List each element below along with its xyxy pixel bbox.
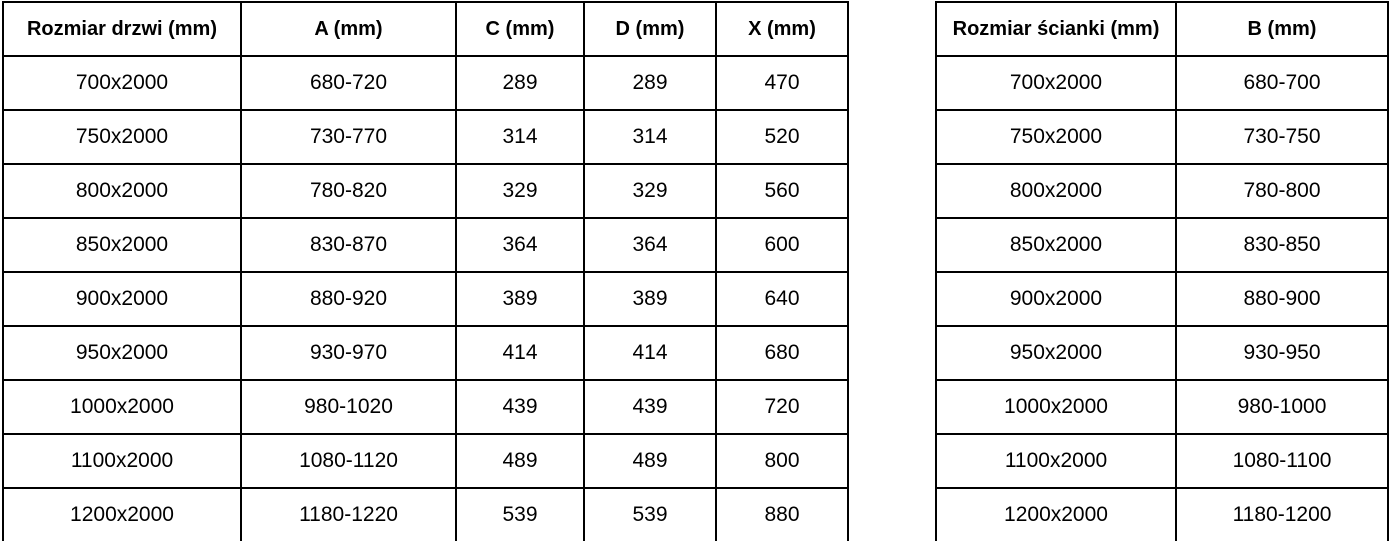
table-cell: 900x2000	[3, 272, 241, 326]
table-row	[3, 164, 848, 218]
table-row	[3, 110, 848, 164]
table-cell: 539	[456, 488, 584, 541]
table-cell: 329	[456, 164, 584, 218]
table-cell: 414	[584, 326, 716, 380]
table-row	[936, 272, 1388, 326]
table-row	[3, 272, 848, 326]
table-cell: 800	[716, 434, 848, 488]
table-cell: 1180-1200	[1176, 488, 1388, 541]
table-cell: 730-750	[1176, 110, 1388, 164]
column-header: X (mm)	[716, 2, 848, 56]
table-cell: 1000x2000	[936, 380, 1176, 434]
table-cell: 314	[584, 110, 716, 164]
table-cell: 880	[716, 488, 848, 541]
column-header: A (mm)	[241, 2, 456, 56]
table-cell: 289	[456, 56, 584, 110]
table-row	[936, 110, 1388, 164]
table-cell: 700x2000	[936, 56, 1176, 110]
table-cell: 1100x2000	[936, 434, 1176, 488]
table-cell: 539	[584, 488, 716, 541]
table-row	[3, 434, 848, 488]
column-header: D (mm)	[584, 2, 716, 56]
table-cell: 850x2000	[3, 218, 241, 272]
table-cell: 800x2000	[3, 164, 241, 218]
table-cell: 900x2000	[936, 272, 1176, 326]
table-cell: 830-870	[241, 218, 456, 272]
table-cell: 930-950	[1176, 326, 1388, 380]
table-cell: 700x2000	[3, 56, 241, 110]
table-cell: 1100x2000	[3, 434, 241, 488]
column-header: C (mm)	[456, 2, 584, 56]
table-cell: 950x2000	[936, 326, 1176, 380]
table-cell: 1080-1120	[241, 434, 456, 488]
table-cell: 850x2000	[936, 218, 1176, 272]
table-cell: 930-970	[241, 326, 456, 380]
table-cell: 680-720	[241, 56, 456, 110]
header-row	[936, 2, 1388, 56]
table-cell: 289	[584, 56, 716, 110]
table-cell: 414	[456, 326, 584, 380]
table-cell: 1200x2000	[3, 488, 241, 541]
table-row	[3, 56, 848, 110]
table-cell: 880-900	[1176, 272, 1388, 326]
table-cell: 389	[456, 272, 584, 326]
table-cell: 980-1020	[241, 380, 456, 434]
table-cell: 800x2000	[936, 164, 1176, 218]
table-cell: 314	[456, 110, 584, 164]
table-cell: 950x2000	[3, 326, 241, 380]
table-cell: 600	[716, 218, 848, 272]
table-cell: 1180-1220	[241, 488, 456, 541]
table-cell: 680-700	[1176, 56, 1388, 110]
table-row	[3, 488, 848, 541]
table-cell: 830-850	[1176, 218, 1388, 272]
table-cell: 489	[456, 434, 584, 488]
table-cell: 980-1000	[1176, 380, 1388, 434]
table-cell: 1000x2000	[3, 380, 241, 434]
table-cell: 364	[584, 218, 716, 272]
table-cell: 329	[584, 164, 716, 218]
column-header: B (mm)	[1176, 2, 1388, 56]
doors-dimensions-table	[2, 1, 849, 541]
table-cell: 439	[456, 380, 584, 434]
table-cell: 1080-1100	[1176, 434, 1388, 488]
table-row	[3, 218, 848, 272]
table-cell: 640	[716, 272, 848, 326]
table-cell: 780-820	[241, 164, 456, 218]
table-cell: 730-770	[241, 110, 456, 164]
table-cell: 780-800	[1176, 164, 1388, 218]
table-cell: 439	[584, 380, 716, 434]
column-header: Rozmiar ścianki (mm)	[936, 2, 1176, 56]
table-row	[936, 488, 1388, 541]
table-row	[936, 380, 1388, 434]
table-cell: 470	[716, 56, 848, 110]
table-cell: 750x2000	[936, 110, 1176, 164]
table-cell: 880-920	[241, 272, 456, 326]
table-cell: 389	[584, 272, 716, 326]
table-cell: 750x2000	[3, 110, 241, 164]
table-row	[936, 434, 1388, 488]
table-cell: 720	[716, 380, 848, 434]
table-cell: 560	[716, 164, 848, 218]
wall-dimensions-table	[935, 1, 1389, 541]
table-row	[3, 326, 848, 380]
table-row	[936, 326, 1388, 380]
table-cell: 489	[584, 434, 716, 488]
table-row	[3, 380, 848, 434]
table-cell: 680	[716, 326, 848, 380]
table-cell: 1200x2000	[936, 488, 1176, 541]
table-row	[936, 56, 1388, 110]
table-cell: 364	[456, 218, 584, 272]
header-row	[3, 2, 848, 56]
table-row	[936, 218, 1388, 272]
table-cell: 520	[716, 110, 848, 164]
table-row	[936, 164, 1388, 218]
column-header: Rozmiar drzwi (mm)	[3, 2, 241, 56]
